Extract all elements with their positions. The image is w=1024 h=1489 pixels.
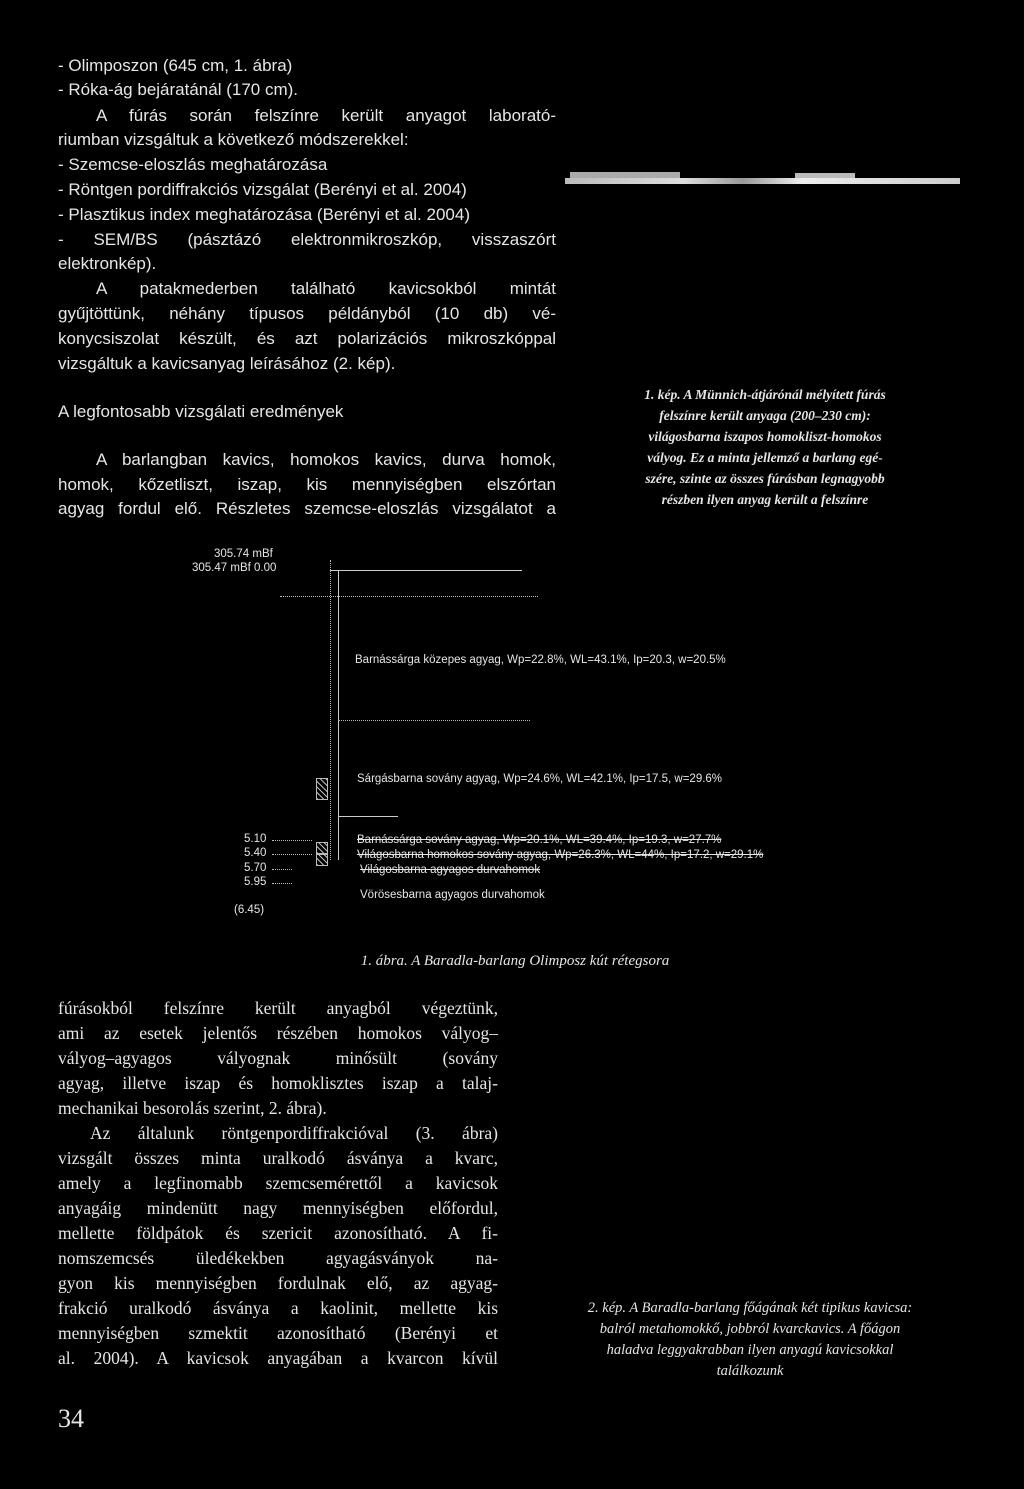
bottom-line: amely a legfinomabb szemcsemérettől a kavicsok xyxy=(58,1173,498,1193)
bottom-line: mechanikai besorolás szerint, 2. ábra). xyxy=(58,1098,327,1118)
photo-1-caption-line: felszínre került anyaga (200–230 cm): xyxy=(659,408,871,423)
layer-label: Barnássárga sovány agyag, Wp=20.1%, WL=39.4%, Ip=19.3, w=27.7% xyxy=(357,834,722,846)
para1-line-2: riumban vizsgáltuk a következő módszerekkel: xyxy=(58,130,409,149)
method-4-line-1: - SEM/BS (pásztázó elektronmikroszkóp, visszaszórt xyxy=(58,230,556,249)
top-label-1: 305.74 mBf xyxy=(214,548,273,560)
layer-label: Barnássárga közepes agyag, Wp=22.8%, WL=43.1%, Ip=20.3, w=20.5% xyxy=(355,654,726,666)
para2-line-4: vizsgáltuk a kavicsanyag leírásához (2. kép). xyxy=(58,354,396,373)
depth-leader xyxy=(272,869,292,870)
layer-boundary xyxy=(280,596,538,597)
para3-line-2: homok, kőzetliszt, iszap, kis mennyiségben elszórtan xyxy=(58,475,556,494)
bottom-line: anyagáig mindenütt nagy mennyiségben előfordul, xyxy=(58,1198,498,1218)
photo-2-caption-line: balról metahomokkő, jobbról kvarckavics. A főágon xyxy=(599,1321,901,1337)
photo-1-highlight-spot xyxy=(570,172,680,178)
hatch-box xyxy=(316,778,328,800)
bottom-line: frakció uralkodó ásványa a kaolinit, mellette kis xyxy=(58,1298,498,1318)
photo-1-caption-line: szére, szinte az összes fúrásban legnagyobb xyxy=(645,471,885,486)
photo-1-caption-line: világosbarna iszapos homokliszt-homokos xyxy=(648,429,882,444)
photo-2-caption xyxy=(520,1298,980,1382)
bottom-line: mellette földpátok és szericit azonosítható. A fi- xyxy=(58,1223,498,1243)
section-heading: A legfontosabb vizsgálati eredmények xyxy=(58,402,344,421)
depth-label: 5.10 xyxy=(244,833,267,845)
para2-line-1: A patakmederben található kavicsokból mintát xyxy=(96,279,556,298)
bottom-line: fúrásokból felszínre került anyagból végeztünk, xyxy=(58,998,498,1018)
bottom-line: Az általunk röntgenpordiffrakcióval (3. ábra) xyxy=(90,1123,498,1143)
page-number: 34 xyxy=(58,1404,84,1433)
column-left-edge xyxy=(330,560,331,860)
depth-label: 5.95 xyxy=(244,876,267,888)
bottom-line: vályog–agyagos vályognak minősült (sovány xyxy=(58,1048,498,1068)
bottom-line: mennyiségben szmektit azonosítható (Berényi et xyxy=(58,1323,498,1343)
depth-leader xyxy=(272,854,312,855)
photo-1-caption-line: 1. kép. A Münnich-átjárónál mélyített fúrás xyxy=(644,387,886,402)
photo-1-highlight-strip xyxy=(565,178,960,184)
photo-2-caption-line: haladva leggyakrabban ilyen anyagú kavicsokkal xyxy=(606,1342,894,1358)
depth-label: 5.70 xyxy=(244,862,267,874)
depth-label: 5.40 xyxy=(244,847,267,859)
depth-label: (6.45) xyxy=(234,904,265,916)
photo-2-caption-line: 2. kép. A Baradla-barlang főágának két tipikus kavicsa: xyxy=(587,1300,913,1316)
layer-label: Sárgásbarna sovány agyag, Wp=24.6%, WL=42.1%, Ip=17.5, w=29.6% xyxy=(357,773,723,785)
method-2: - Röntgen pordiffrakciós vizsgálat (Berényi et al. 2004) xyxy=(58,180,467,199)
bottom-line: al. 2004). A kavicsok anyagában a kvarcon kívül xyxy=(58,1348,498,1368)
photo-1-caption xyxy=(575,384,955,510)
layer-label: Világosbarna agyagos durvahomok xyxy=(360,864,541,876)
bottom-line: nomszemcsés üledékekben agyagásványok na- xyxy=(58,1248,498,1268)
method-4-line-2: elektronkép). xyxy=(58,254,157,273)
hatch-box xyxy=(316,854,328,866)
para3-line-1: A barlangban kavics, homokos kavics, durva homok, xyxy=(96,450,556,469)
bottom-line: ami az esetek jelentős részében homokos vályog– xyxy=(58,1023,498,1043)
photo-1-caption-line: részben ilyen anyag került a felszínre xyxy=(661,492,869,507)
photo-2-caption-line: találkozunk xyxy=(716,1363,784,1379)
layer-boundary xyxy=(330,570,522,571)
figure-1-caption: 1. ábra. A Baradla-barlang Olimposz kút rétegsora xyxy=(360,953,670,969)
top-line-1: - Olimposzon (645 cm, 1. ábra) xyxy=(58,56,293,75)
layer-label: Vörösesbarna agyagos durvahomok xyxy=(360,889,545,901)
stratigraphy-figure xyxy=(0,540,1024,940)
layer-boundary xyxy=(338,720,530,721)
bottom-line: vizsgált összes minta uralkodó ásványa a kvarc, xyxy=(58,1148,498,1168)
depth-leader xyxy=(272,883,292,884)
top-label-2: 305.47 mBf 0.00 xyxy=(192,562,277,574)
bottom-line: gyon kis mennyiségben fordulnak elő, az agyag- xyxy=(58,1273,498,1293)
depth-leader xyxy=(272,840,312,841)
layer-label: Világosbarna homokos sovány agyag, Wp=26.3%, WL=44%, Ip=17.2, w=29.1% xyxy=(357,849,764,861)
para2-line-3: konycsiszolat készült, és azt polarizációs mikroszkóppal xyxy=(58,329,556,348)
photo-1-caption-line: vályog. Ez a minta jellemző a barlang egé- xyxy=(647,450,883,465)
para2-line-2: gyűjtöttünk, néhány típusos példányból (10 db) vé- xyxy=(58,304,556,323)
bottom-line: agyag, illetve iszap és homoklisztes iszap a talaj- xyxy=(58,1073,498,1093)
hatch-box xyxy=(316,842,328,854)
photo-1-highlight-spot xyxy=(795,173,855,178)
para3-line-3: agyag fordul elő. Részletes szemcse-eloszlás vizsgálatot a xyxy=(58,499,556,518)
photo-1 xyxy=(565,170,960,370)
layer-boundary xyxy=(338,816,398,817)
para1-line-1: A fúrás során felszínre került anyagot laborató- xyxy=(96,106,556,125)
method-1: - Szemcse-eloszlás meghatározása xyxy=(58,155,328,174)
method-3: - Plasztikus index meghatározása (Berényi et al. 2004) xyxy=(58,205,470,224)
top-line-2: - Róka-ág bejáratánál (170 cm). xyxy=(58,80,299,99)
